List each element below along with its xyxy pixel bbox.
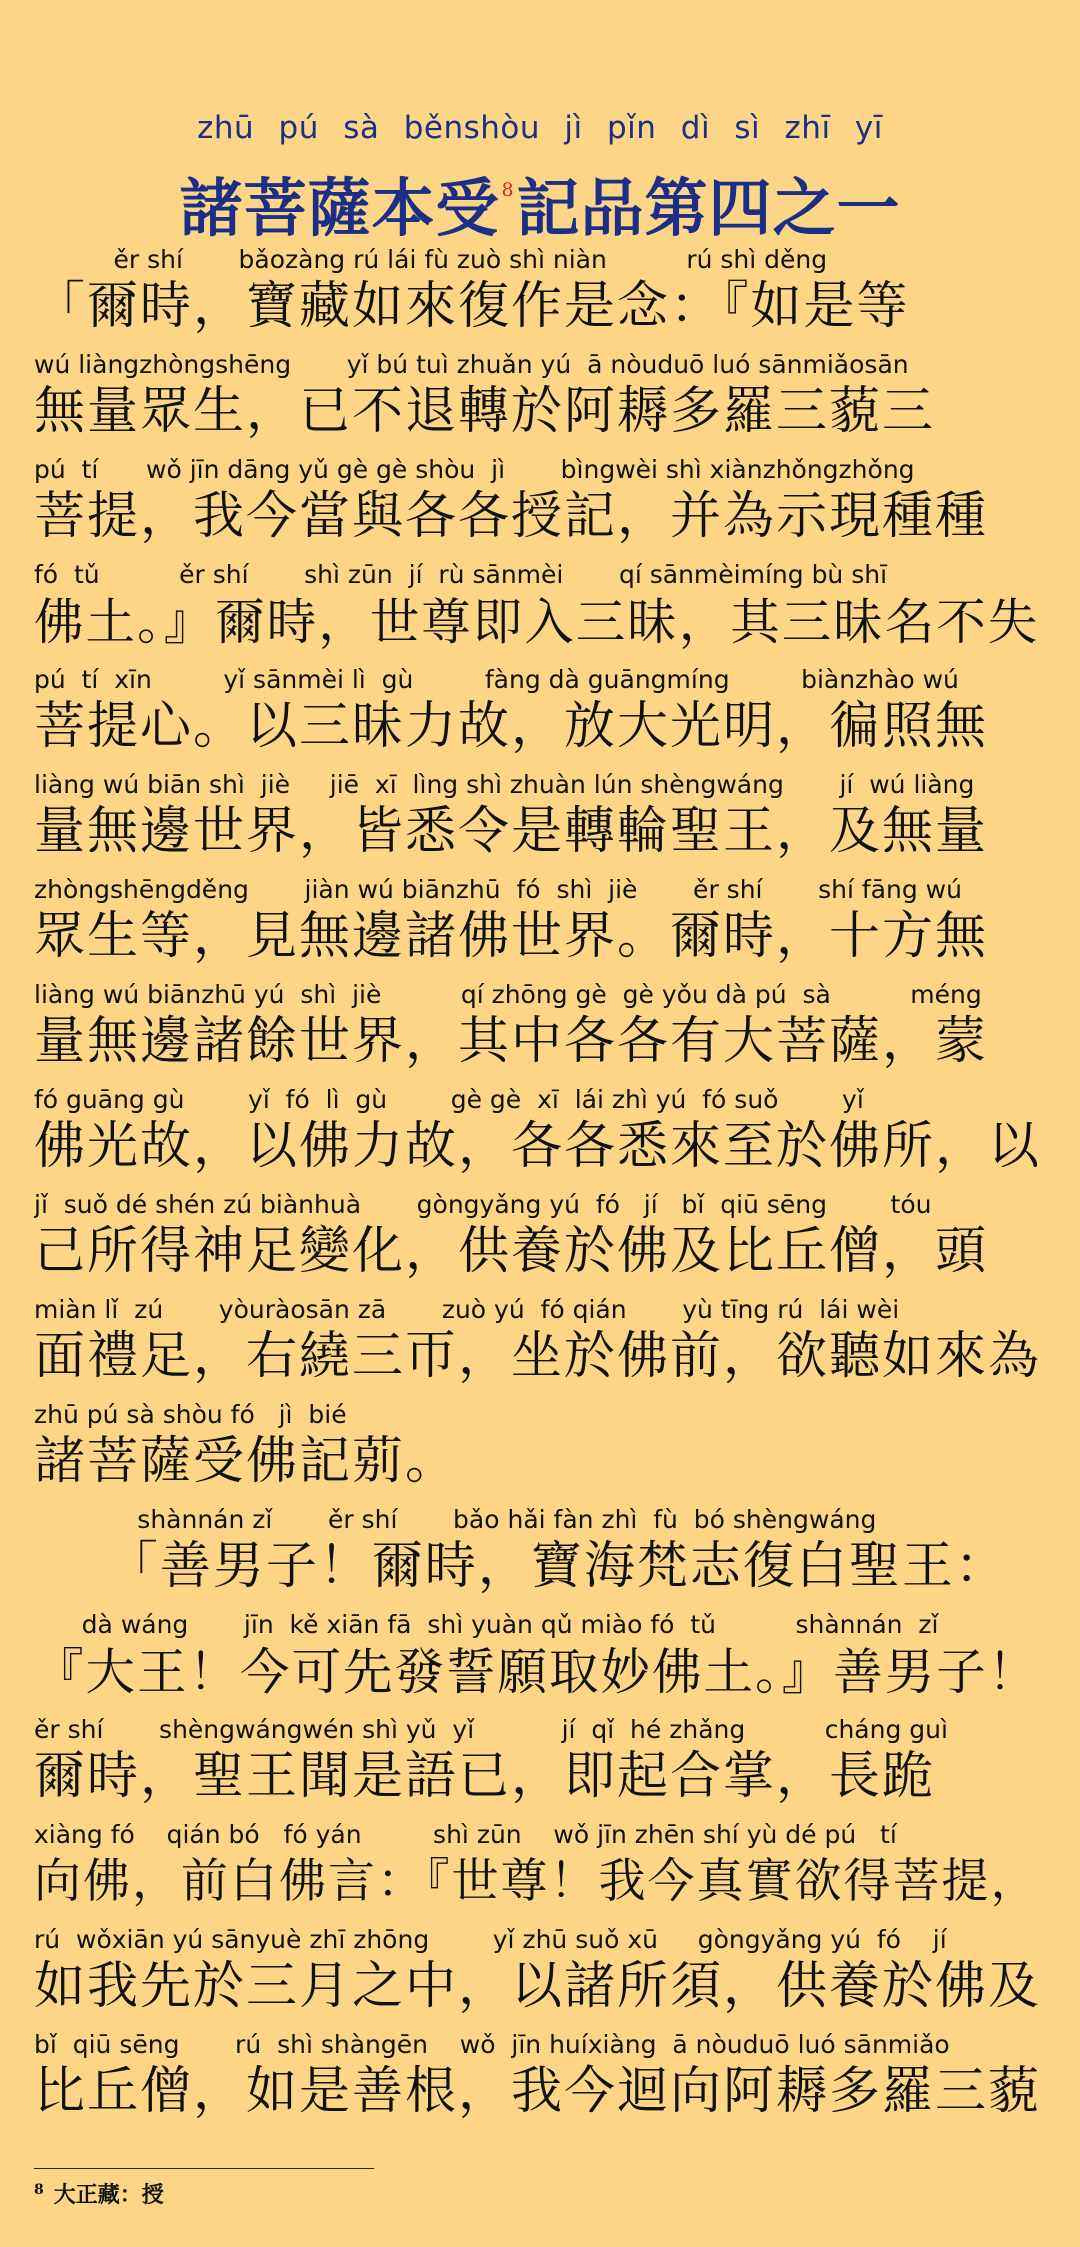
pinyin-line: shànnán zǐ ěr shí bǎo hǎi fàn zhì fù bó shèngwáng (34, 1505, 877, 1534)
hanzi-line: 佛光故，以佛力故，各各悉來至於佛所，以 (34, 1117, 1042, 1176)
hanzi-line: 向佛，前白佛言：『世尊！我今真實欲得菩提， (34, 1854, 1040, 1909)
text-line (34, 979, 1046, 1084)
footnote-divider (34, 2168, 374, 2169)
hanzi-line: 菩提，我今當與各各授記，并為示現種種 (34, 487, 989, 546)
hanzi-line: 量無邊諸餘世界，其中各各有大菩薩，蒙 (34, 1012, 989, 1071)
pinyin-line: zhòngshēngděng jiàn wú biānzhū fó shì jiè ěr shí shí fāng wú (34, 875, 962, 904)
hanzi-line: 己所得神足變化，供養於佛及比丘僧，頭 (34, 1222, 989, 1281)
pinyin-line: dà wáng jīn kě xiān fā shì yuàn qǔ miào fó tǔ shànnán zǐ (34, 1610, 939, 1639)
text-line (34, 1819, 1046, 1924)
pinyin-line: xiàng fó qián bó fó yán shì zūn wǒ jīn zhēn shí yù dé pú tí (34, 1820, 897, 1849)
text-line (34, 664, 1046, 769)
hanzi-line: 佛土。』爾時，世尊即入三昧，其三昧名不失 (34, 593, 1040, 651)
pinyin-line: zhū pú sà shòu fó jì bié (34, 1400, 347, 1429)
chapter-title-block (0, 108, 1080, 246)
text-line (34, 1609, 1046, 1714)
hanzi-line: 『大王！今可先發誓願取妙佛土。』善男子！ (34, 1643, 1040, 1701)
text-line (34, 1084, 1046, 1189)
footnote (34, 2178, 164, 2209)
title-part-1: 諸菩薩本受 (179, 171, 500, 245)
text-line (34, 349, 1046, 454)
text-line (34, 2029, 1046, 2134)
footnote-number: 8 (34, 2182, 44, 2198)
hanzi-line: 菩提心。以三昧力故，放大光明，徧照無 (34, 697, 989, 756)
pinyin-line: bǐ qiū sēng rú shì shàngēn wǒ jīn huíxiàng ā nòuduō luó sānmiǎo (34, 2030, 950, 2059)
title-part-2: 記品第四之一 (516, 171, 901, 245)
hanzi-line: 諸菩薩受佛記莂。 (34, 1432, 459, 1491)
scripture-body (34, 244, 1046, 2134)
title-pinyin: zhū pú sà běnshòu jì pǐn dì sì zhī yī (197, 110, 883, 146)
hanzi-line: 如我先於三月之中，以諸所須，供養於佛及 (34, 1957, 1042, 2016)
pinyin-line: liàng wú biānzhū yú shì jiè qí zhōng gè gè yǒu dà pú sà méng (34, 980, 982, 1009)
pinyin-line: liàng wú biān shì jiè jiē xī lìng shì zhuàn lún shèngwáng jí wú liàng (34, 770, 975, 799)
hanzi-line: 無量眾生，已不退轉於阿耨多羅三藐三 (34, 382, 936, 441)
hanzi-line: 「善男子！爾時，寶海梵志復白聖王： (34, 1537, 1008, 1596)
text-line (34, 1189, 1046, 1294)
hanzi-line: 爾時，聖王聞是語已，即起合掌，長跪 (34, 1747, 936, 1806)
pinyin-line: jǐ suǒ dé shén zú biànhuà gòngyǎng yú fó jí bǐ qiū sēng tóu (34, 1190, 932, 1219)
footnote-marker[interactable]: 8 (501, 179, 515, 201)
pinyin-line: fó guāng gù yǐ fó lì gù gè gè xī lái zhì yú fó suǒ yǐ (34, 1085, 864, 1114)
text-line (34, 244, 1046, 349)
text-line (34, 454, 1046, 559)
hanzi-line: 「爾時，寶藏如來復作是念：『如是等 (34, 277, 910, 336)
pinyin-line: pú tí wǒ jīn dāng yǔ gè gè shòu jì bìngwèi shì xiànzhǒngzhǒng (34, 455, 915, 484)
text-line (34, 559, 1046, 664)
text-line (34, 1504, 1046, 1609)
chapter-title (0, 152, 1080, 246)
hanzi-line: 量無邊世界，皆悉令是轉輪聖王，及無量 (34, 802, 989, 861)
hanzi-line: 面禮足，右繞三帀，坐於佛前，欲聽如來為 (34, 1327, 1042, 1386)
pinyin-line: rú wǒxiān yú sānyuè zhī zhōng yǐ zhū suǒ xū gòngyǎng yú fó jí (34, 1925, 947, 1954)
pinyin-line: ěr shí shèngwángwén shì yǔ yǐ jí qǐ hé zhǎng cháng guì (34, 1715, 948, 1744)
pinyin-line: pú tí xīn yǐ sānmèi lì gù fàng dà guāngmíng biànzhào wú (34, 665, 959, 694)
pinyin-line: miàn lǐ zú yòuràosān zā zuò yú fó qián yù tīng rú lái wèi (34, 1295, 900, 1324)
text-line (34, 1714, 1046, 1819)
pinyin-line: fó tǔ ěr shí shì zūn jí rù sānmèi qí sānmèimíng bù shī (34, 560, 888, 589)
text-line (34, 1399, 1046, 1504)
text-line (34, 769, 1046, 874)
pinyin-line: wú liàngzhòngshēng yǐ bú tuì zhuǎn yú ā nòuduō luó sānmiǎosān (34, 350, 909, 379)
text-line (34, 1294, 1046, 1399)
pinyin-line: ěr shí bǎozàng rú lái fù zuò shì niàn rú shì děng (34, 245, 828, 274)
hanzi-line: 眾生等，見無邊諸佛世界。爾時，十方無 (34, 907, 989, 966)
text-line (34, 874, 1046, 979)
text-line (34, 1924, 1046, 2029)
hanzi-line: 比丘僧，如是善根，我今迴向阿耨多羅三藐 (34, 2062, 1042, 2121)
footnote-text: 大正藏：授 (53, 2182, 164, 2208)
